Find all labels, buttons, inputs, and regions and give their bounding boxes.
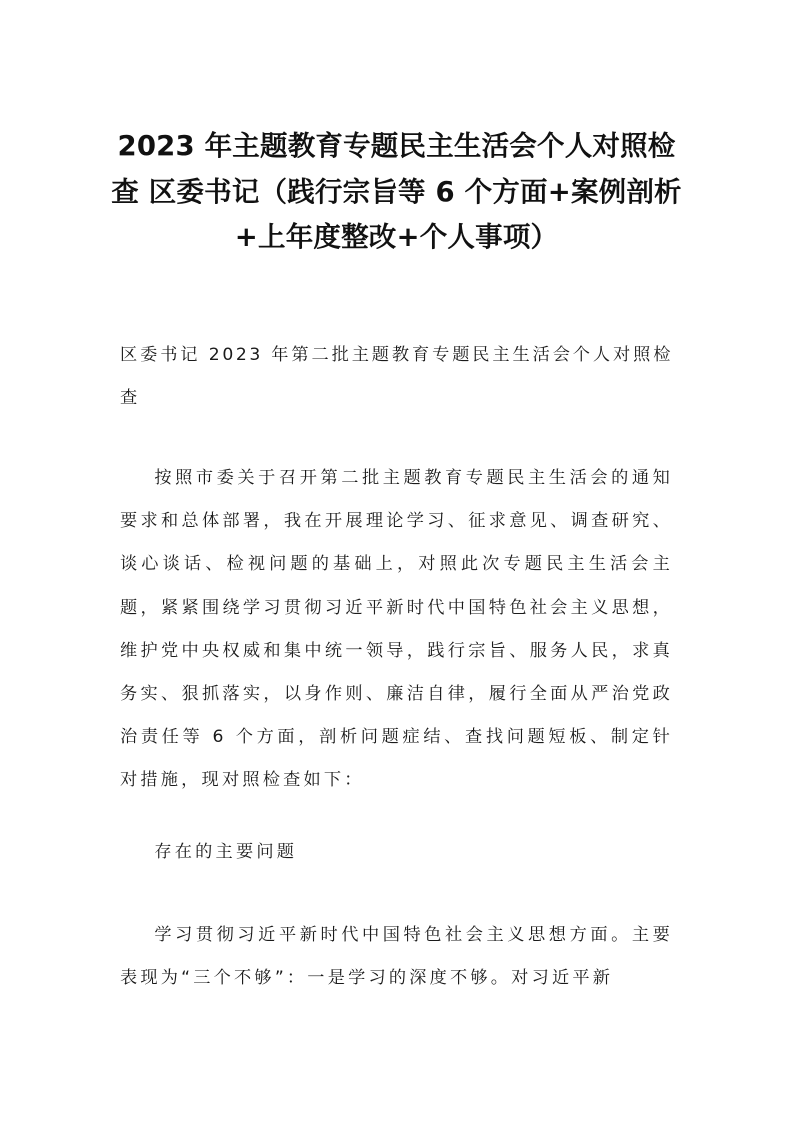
section-heading: 存在的主要问题: [154, 842, 298, 862]
document-title: 2023 年主题教育专题民主生活会个人对照检查 区委书记（践行宗旨等 6 个方面+案例剖析+上年度整改+个人事项）: [111, 130, 682, 253]
intro-paragraph: 按照市委关于召开第二批主题教育专题民主生活会的通知要求和总体部署，我在开展理论学习、征求意见、调查研究、谈心谈话、检视问题的基础上，对照此次专题民主生活会主题，紧紧围绕学习贯彻习近平新时代中国特色社会主义思想，维护党中央权威和集中统一领导，践行宗旨、服务人民，求真务实、狠抓落实，以身作则、廉洁自律，履行全面从严治党政治责任等 6 个方面，剖析问题症结、查找问题短板、制定针对措施，现对照检查如下：: [120, 468, 673, 791]
study-paragraph: 学习贯彻习近平新时代中国特色社会主义思想方面。主要表现为“三个不够”：一是学习的深度不够。对习近平新: [120, 925, 673, 989]
document-subtitle: 区委书记 2023 年第二批主题教育专题民主生活会个人对照检查: [120, 345, 673, 409]
